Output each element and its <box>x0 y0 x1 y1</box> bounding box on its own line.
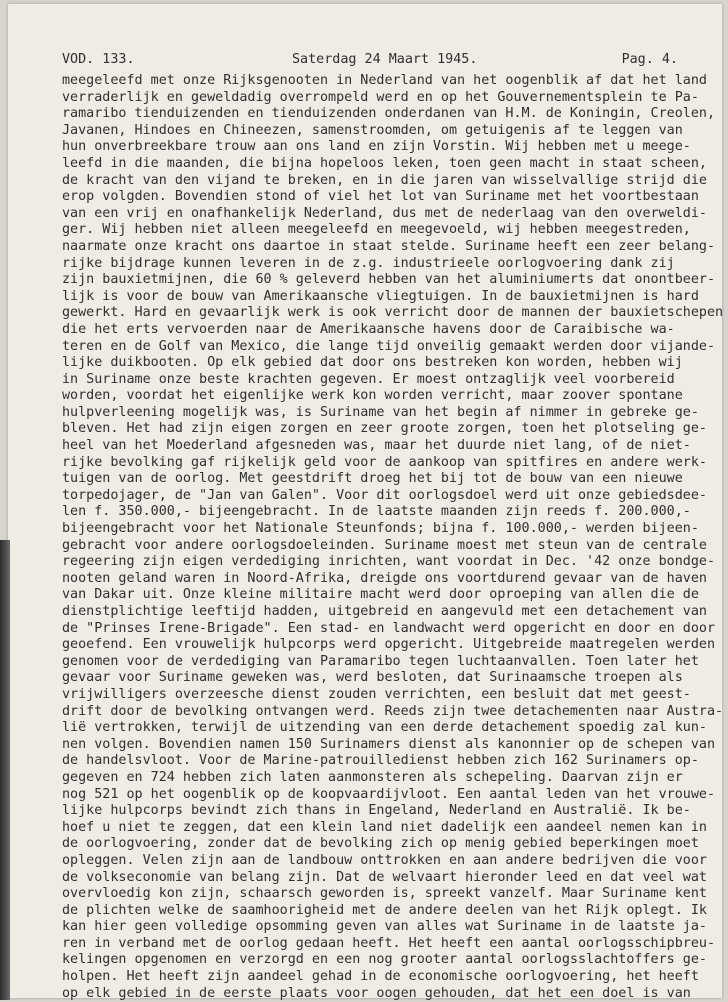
text-line: bijeengebracht voor het Nationale Steunfonds; bijna f. 100.000,- werden bijeen- <box>62 521 702 538</box>
text-line: Javanen, Hindoes en Chineezen, samenstroomden, om getuigenis af te leggen van <box>62 123 702 140</box>
text-line: gewerkt. Hard en gevaarlijk werk is ook verricht door de mannen der bauxietschepen <box>62 305 702 322</box>
text-line: holpen. Het heeft zijn aandeel gehad in de economische oorlogvoering, het heeft <box>62 969 702 986</box>
text-line: de oorlogvoering, zonder dat de bevolking zich op menig gebied beperkingen moet <box>62 836 702 853</box>
text-line: dienstplichtige leeftijd hadden, uitgebreid en aangevuld met een detachement van <box>62 604 702 621</box>
document-body <box>62 73 702 1002</box>
text-line: genomen voor de verdediging van Paramaribo tegen luchtaanvallen. Toen later het <box>62 654 702 671</box>
text-line: de plichten welke de saamhoorigheid met de andere deelen van het Rijk oplegt. Ik <box>62 903 702 920</box>
text-line: de kracht van den vijand te breken, en in die jaren van wisselvallige strijd die <box>62 173 702 190</box>
text-line: lijk is voor de bouw van Amerikaansche vliegtuigen. In de bauxietmijnen is hard <box>62 289 702 306</box>
text-line: geoefend. Een vrouwelijk hulpcorps werd opgericht. Uitgebreide maatregelen werden <box>62 637 702 654</box>
text-line: meegeleefd met onze Rijksgenooten in Nederland van het oogenblik af dat het land <box>62 73 702 90</box>
scan-edge-shadow <box>0 540 10 1000</box>
text-line: gegeven en 724 hebben zich laten aanmonsteren als schepeling. Daarvan zijn er <box>62 770 702 787</box>
text-line: kan hier geen volledige opsomming geven van alles wat Suriname in de laatste ja- <box>62 919 702 936</box>
page-header <box>62 52 678 72</box>
text-line: nooten geland waren in Noord-Afrika, dreigde ons voortdurend gevaar van de haven <box>62 571 702 588</box>
text-line: zijn bauxietmijnen, die 60 % geleverd hebben van het aluminiumerts dat onontbeer- <box>62 272 702 289</box>
text-line: drift door de bevolking ontvangen werd. Reeds zijn twee detachementen naar Austra- <box>62 704 702 721</box>
text-line: lië vertrokken, terwijl de uitzending van een derde detachement spoedig zal kun- <box>62 720 702 737</box>
text-line: kelingen opgenomen en verzorgd en een nog grooter aantal oorlogsslachtoffers ge- <box>62 952 702 969</box>
text-line: rijke bijdrage kunnen leveren in de z.g. industrieele oorlogvoering dank zij <box>62 256 702 273</box>
text-line: de handelsvloot. Voor de Marine-patrouilledienst hebben zich 162 Surinamers op- <box>62 753 702 770</box>
text-line: leefd in die maanden, die bijna hopeloos leken, toen geen macht in staat scheen, <box>62 156 702 173</box>
text-line: bleven. Het had zijn eigen zorgen en zeer groote zorgen, toen het plotseling ge- <box>62 421 702 438</box>
text-line: lijke hulpcorps bevindt zich thans in Engeland, Nederland en Australië. Ik be- <box>62 803 702 820</box>
text-line: len f. 350.000,- bijeengebracht. In de laatste maanden zijn reeds f. 200.000,- <box>62 504 702 521</box>
text-line: van een vrij en onafhankelijk Nederland, dus met de nederlaag van den overweldi- <box>62 206 702 223</box>
text-line: gevaar voor Suriname geweken was, werd besloten, dat Surinaamsche troepen als <box>62 670 702 687</box>
text-line: op elk gebied in de eerste plaats voor oogen gehouden, dat het een doel is van <box>62 986 702 1002</box>
text-line: torpedojager, de "Jan van Galen". Voor dit oorlogsdoel werd uit onze gebiedsdee- <box>62 488 702 505</box>
text-line: heel van het Moederland afgesneden was, maar het duurde niet lang, of de niet- <box>62 438 702 455</box>
document-date: Saterdag 24 Maart 1945. <box>292 52 477 67</box>
text-line: ren in verband met de oorlog gedaan heeft. Het heeft een aantal oorlogsschipbreu- <box>62 936 702 953</box>
text-line: lijke duikbooten. Op elk gebied dat door ons bestreken kon worden, hebben wij <box>62 355 702 372</box>
text-line: opleggen. Velen zijn aan de landbouw onttrokken en aan andere bedrijven die voor <box>62 853 702 870</box>
text-line: van Dakar uit. Onze kleine militaire macht werd door oproeping van allen die de <box>62 587 702 604</box>
text-line: ger. Wij hebben niet alleen meegeleefd en meegevoeld, wij hebben meegestreden, <box>62 222 702 239</box>
text-line: nog 521 op het oogenblik op de koopvaardijvloot. Een aantal leden van het vrouwe- <box>62 787 702 804</box>
text-line: worden, voordat het eigenlijke werk kon worden verricht, maar zoover spontane <box>62 388 702 405</box>
typewritten-page <box>8 4 722 998</box>
text-line: tuigen van de oorlog. Met geestdrift droeg het bij tot de bouw van een nieuwe <box>62 471 702 488</box>
text-line: vrijwilligers overzeesche dienst zouden verrichten, een besluit dat met geest- <box>62 687 702 704</box>
text-line: hun onverbreekbare trouw aan ons land en zijn Vorstin. Wij hebben met u meege- <box>62 139 702 156</box>
text-line: erop volgden. Bovendien stond of viel het lot van Suriname met het voortbestaan <box>62 189 702 206</box>
text-line: ramaribo tienduizenden en tienduizenden onderdanen van H.M. de Koningin, Creolen, <box>62 106 702 123</box>
text-line: teren en de Golf van Mexico, die lange tijd onveilig gemaakt werden door vijande- <box>62 339 702 356</box>
text-line: de volkseconomie van belang zijn. Dat de welvaart hieronder leed en dat veel wat <box>62 870 702 887</box>
text-line: hoef u niet te zeggen, dat een klein land niet dadelijk een aandeel nemen kan in <box>62 820 702 837</box>
text-line: de "Prinses Irene-Brigade". Een stad- en landwacht werd opgericht en door en door <box>62 621 702 638</box>
text-line: verraderlijk en geweldadig overrompeld werd en op het Gouvernementsplein te Pa- <box>62 90 702 107</box>
text-line: rijke bevolking gaf rijkelijk geld voor de aankoop van spitfires en andere werk- <box>62 455 702 472</box>
text-line: in Suriname onze beste krachten gegeven. Er moest ontzaglijk veel voorbereid <box>62 372 702 389</box>
document-number: VOD. 133. <box>62 52 135 67</box>
text-line: die het erts vervoerden naar de Amerikaansche havens door de Caraibische wa- <box>62 322 702 339</box>
text-line: regeering zijn eigen verdediging inrichten, want voordat in Dec. '42 onze bondge- <box>62 554 702 571</box>
page-number: Pag. 4. <box>622 52 678 67</box>
text-line: overvloedig kon zijn, schaarsch geworden is, spreekt vanzelf. Maar Suriname kent <box>62 886 702 903</box>
text-line: gebracht voor andere oorlogsdoeleinden. Suriname moest met steun van de centrale <box>62 538 702 555</box>
text-line: nen volgen. Bovendien namen 150 Surinamers dienst als kanonnier op de schepen van <box>62 737 702 754</box>
text-line: naarmate onze kracht ons daartoe in staat stelde. Suriname heeft een zeer belang- <box>62 239 702 256</box>
text-line: hulpverleening mogelijk was, is Suriname van het begin af nimmer in gebreke ge- <box>62 405 702 422</box>
